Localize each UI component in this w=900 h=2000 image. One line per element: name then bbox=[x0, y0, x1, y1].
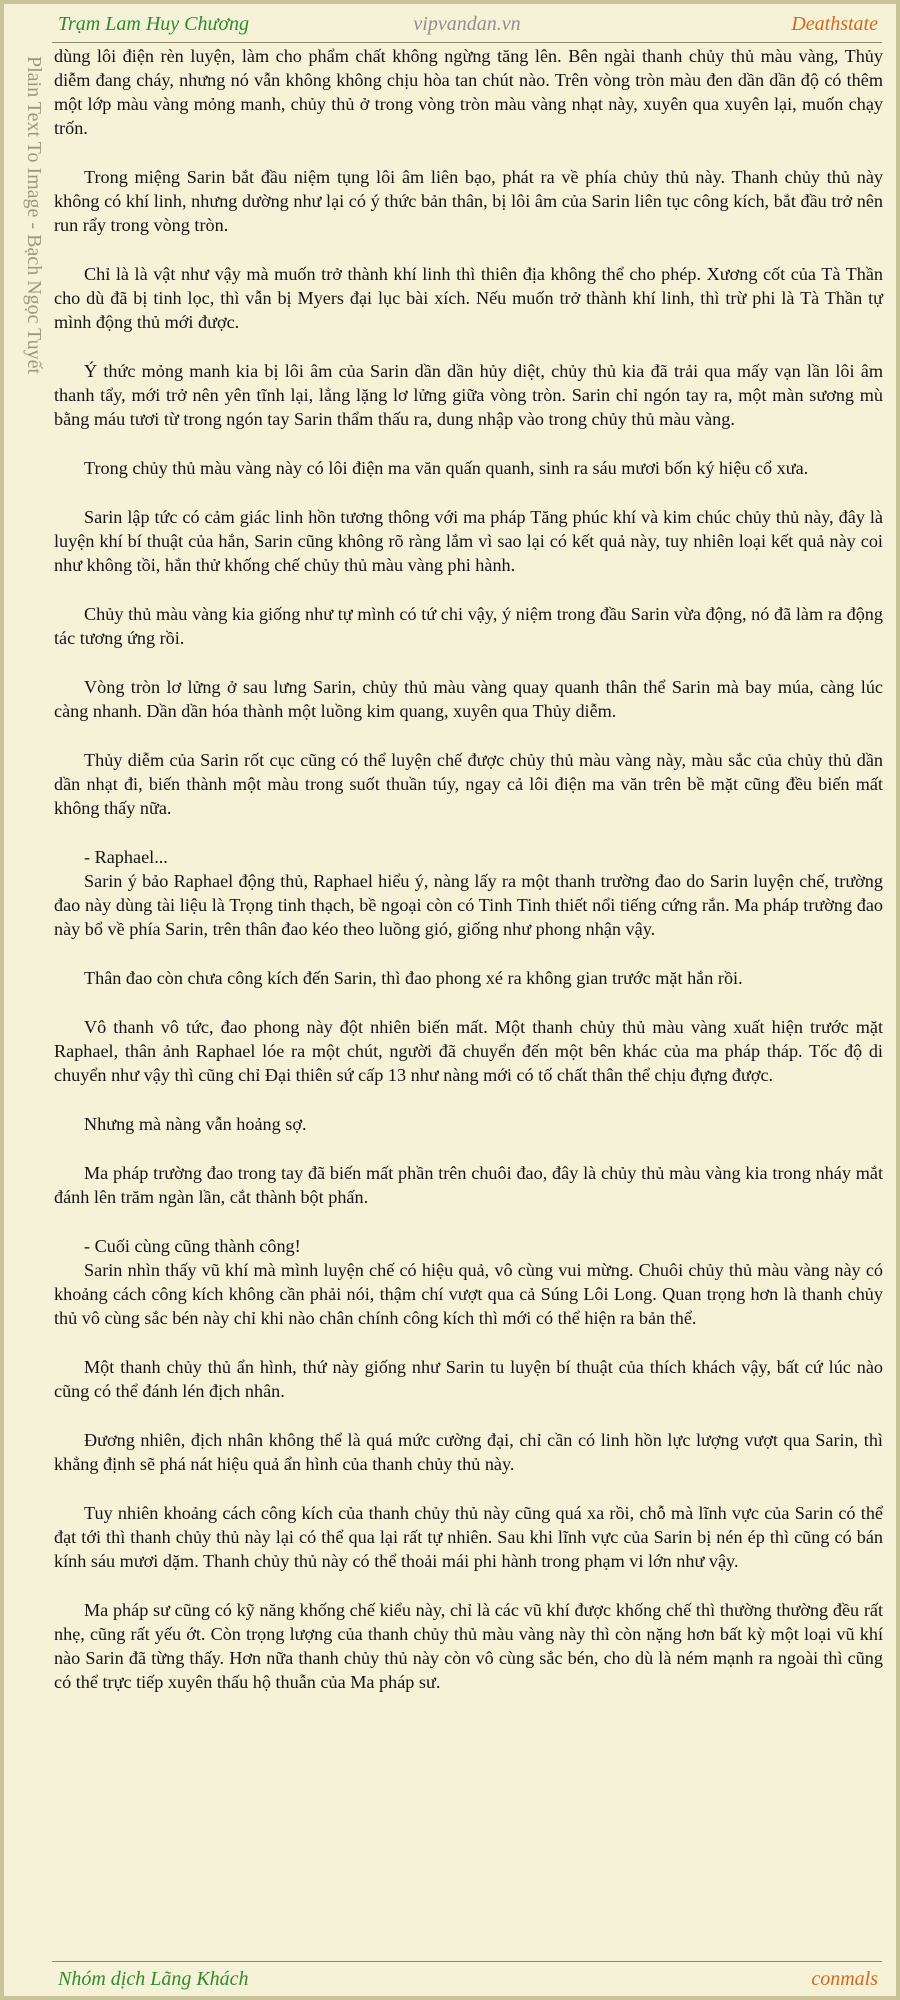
paragraph: Ma pháp sư cũng có kỹ năng khống chế kiểu này, chỉ là các vũ khí được khống chế thì thường thường đều rất nhẹ, cũng rất yếu ớt. Còn trọng lượng của thanh chủy thủ màu vàng này thì còn nặng hơn bất kỳ một loại vũ khí nào Sarin đã từng thấy. Hơn nữa thanh chủy thủ này còn vô cùng sắc bén, cho dù là ném mạnh ra ngoài thì cũng có thể trực tiếp xuyên thấu hộ thuẫn của Ma pháp sư. bbox=[54, 1600, 883, 1692]
chapter-text bbox=[54, 44, 883, 1719]
header-domain: vipvandan.vn bbox=[413, 13, 521, 35]
paragraph: Thân đao còn chưa công kích đến Sarin, thì đao phong xé ra không gian trước mặt hắn rồi. bbox=[84, 968, 743, 988]
paragraph: Ý thức mỏng manh kia bị lôi âm của Sarin dần dần hủy diệt, chủy thủ kia đã trải qua mấy vạn lần lôi âm thanh tẩy, mới trở nên yên tĩnh lại, lẳng lặng lơ lửng giữa vòng tròn. Sarin chỉ ngón tay ra, một màn sương mù bằng máu tươi từ trong ngón tay Sarin thẩm thấu ra, dung nhập vào trong chủy thủ màu vàng. bbox=[54, 361, 883, 429]
paragraph: dùng lôi điện rèn luyện, làm cho phẩm chất không ngừng tăng lên. Bên ngài thanh chủy thủ màu vàng, Thủy diễm đang cháy, nhưng nó vẫn không không chịu hòa tan chút nào. Trên vòng tròn màu đen dần dần độ có thêm một lớp màu vàng mỏng manh, chủy thủ ở trong vòng tròn màu vàng nhạt này, xuyên qua xuyên lại, muốn chạy trốn. bbox=[54, 46, 883, 138]
paragraph: Thủy diễm của Sarin rốt cục cũng có thể luyện chế được chủy thủ màu vàng này, màu sắc của chủy thủ dần dần nhạt đi, biến thành một màu trong suốt thuần túy, ngay cả lôi điện ma văn trên bề mặt cũng đều biến mất không thấy nữa. bbox=[54, 750, 883, 818]
paragraph: Ma pháp trường đao trong tay đã biến mất phần trên chuôi đao, đây là chủy thủ màu vàng kia trong nháy mắt đánh lên trăm ngàn lần, cắt thành bột phấn. bbox=[54, 1163, 883, 1207]
paragraph: Vòng tròn lơ lửng ở sau lưng Sarin, chủy thủ màu vàng quay quanh thân thể Sarin mà bay múa, càng lúc càng nhanh. Dần dần hóa thành một luồng kim quang, xuyên qua Thủy diễm. bbox=[54, 677, 883, 721]
vertical-watermark bbox=[10, 56, 50, 616]
paragraph: Trong miệng Sarin bắt đầu niệm tụng lôi âm liên bạo, phát ra về phía chủy thủ này. Thanh chủy thủ này không có khí linh, nhưng dường như lại có ý thức bản thân, bị lôi âm của Sarin liên tục công kích, bắt đầu trở nên run rẩy trong vòng tròn. bbox=[54, 167, 883, 235]
footer-divider bbox=[52, 1961, 882, 1962]
paragraph: Sarin nhìn thấy vũ khí mà mình luyện chế có hiệu quả, vô cùng vui mừng. Chuôi chủy thủ màu vàng này có khoảng cách công kích không cần phải nói, thậm chí vượt qua cả Súng Lôi Long. Quan trọng hơn là thanh chủy thủ vô cùng sắc bén này chỉ khi nào chân chính công kích thì mới có thể hiện ra bản thể. bbox=[54, 1260, 883, 1328]
footer-editor: conmals bbox=[811, 1968, 878, 1990]
paragraph: Sarin ý bảo Raphael động thủ, Raphael hiểu ý, nàng lấy ra một thanh trường đao do Sarin luyện chế, trường đao này dùng tài liệu là Trọng tinh thạch, bề ngoại còn có Tinh Tinh thiết nổi tiếng cứng rắn. Ma pháp trường đao này bổ về phía Sarin, trên thân đao kéo theo luồng gió, giống như phong nhận vậy. bbox=[54, 871, 883, 939]
dialogue-line: - Cuối cùng cũng thành công! bbox=[84, 1236, 301, 1256]
dialogue-line: - Raphael... bbox=[84, 847, 168, 867]
paragraph: Nhưng mà nàng vẫn hoảng sợ. bbox=[84, 1114, 307, 1134]
paragraph: Đương nhiên, địch nhân không thể là quá mức cường đại, chỉ cần có linh hồn lực lượng vượt qua Sarin, thì khẳng định sẽ phá nát hiệu quả ẩn hình của thanh chủy thủ này. bbox=[54, 1430, 883, 1474]
paragraph: Tuy nhiên khoảng cách công kích của thanh chủy thủ này cũng quá xa rồi, chỗ mà lĩnh vực của Sarin có thể đạt tới thì thanh chủy thủ này lại có thể qua lại rất tự nhiên. Sau khi lĩnh vực của Sarin bị nén ép thì cũng có bán kính sáu mươi dặm. Thanh chủy thủ này có thể thoải mái phi hành trong phạm vi lớn như vậy. bbox=[54, 1503, 883, 1571]
page-footer bbox=[52, 1964, 882, 2000]
footer-translator-group: Nhóm dịch Lãng Khách bbox=[58, 1968, 249, 1990]
paragraph: Chủy thủ màu vàng kia giống như tự mình có tứ chi vậy, ý niệm trong đầu Sarin vừa động, nó đã làm ra động tác tương ứng rồi. bbox=[54, 604, 883, 648]
header-site-name: Trạm Lam Huy Chương bbox=[58, 13, 250, 35]
watermark-text: Plain Text To Image - Bạch Ngọc Tuyết bbox=[23, 56, 45, 375]
paragraph: Một thanh chủy thủ ẩn hình, thứ này giống như Sarin tu luyện bí thuật của thích khách vậy, bất cứ lúc nào cũng có thể đánh lén địch nhân. bbox=[54, 1357, 883, 1401]
paragraph: Sarin lập tức có cảm giác linh hồn tương thông với ma pháp Tăng phúc khí và kim chúc chủy thủ này, đây là luyện khí bí thuật của hắn, Sarin cũng không rõ ràng lắm vì sao lại có kết quả này, tuy nhiên loại kết quả này coi như không tồi, hắn thử khống chế chủy thủ màu vàng phi hành. bbox=[54, 507, 883, 575]
paragraph: Chỉ là là vật như vậy mà muốn trở thành khí linh thì thiên địa không thể cho phép. Xương cốt của Tà Thần cho dù đã bị tinh lọc, thì vẫn bị Myers đại lục bài xích. Nếu muốn trở thành khí linh, thì trừ phi là Tà Thần tự mình động thủ mới được. bbox=[54, 264, 883, 332]
header-divider bbox=[52, 42, 882, 43]
paragraph: Vô thanh vô tức, đao phong này đột nhiên biến mất. Một thanh chủy thủ màu vàng xuất hiện trước mặt Raphael, thân ảnh Raphael lóe ra một chút, người đã chuyển đến một bên khác của ma pháp tháp. Tốc độ di chuyển như vậy thì cũng chỉ Đại thiên sứ cấp 13 như nàng mới có tố chất thân thể chịu đựng được. bbox=[54, 1017, 883, 1085]
paragraph: Trong chủy thủ màu vàng này có lôi điện ma văn quấn quanh, sinh ra sáu mươi bốn ký hiệu cổ xưa. bbox=[84, 458, 809, 478]
header-uploader: Deathstate bbox=[791, 13, 878, 35]
page-header bbox=[52, 4, 882, 44]
